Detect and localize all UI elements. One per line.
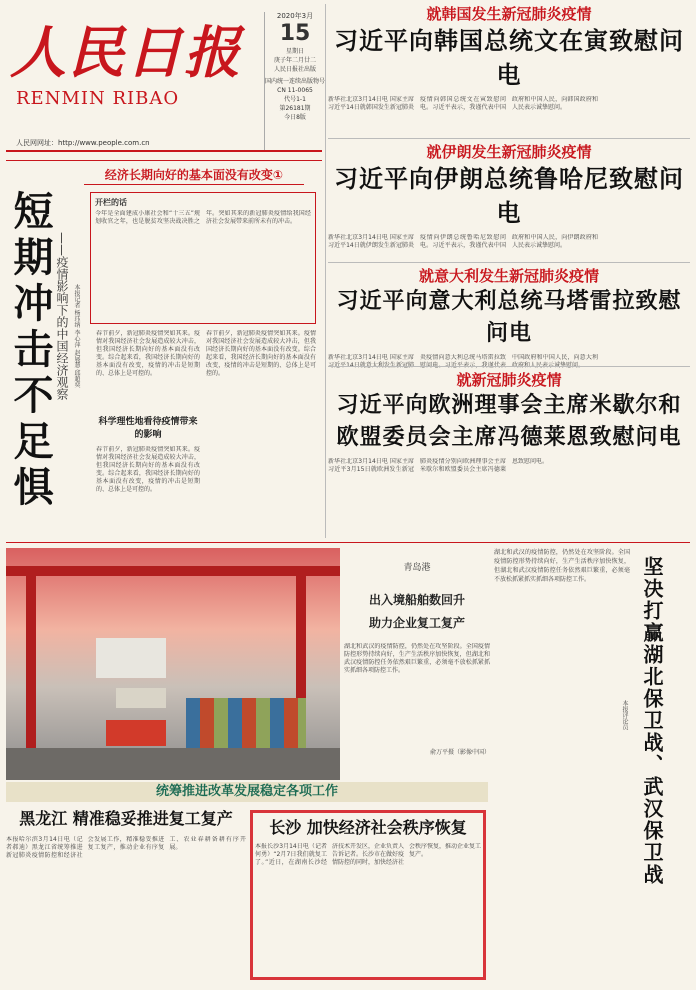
intro-box [90,192,316,324]
photo-place: 青岛港 [403,563,431,573]
divider [328,138,690,139]
issue-info-3: 第26181期 [279,105,311,112]
website[interactable]: 人民网网址：http://www.people.com.cn [16,139,150,147]
story-headline[interactable]: 黑龙江 精准稳妥推进复工复产 [19,809,233,828]
commentary-big-title[interactable]: 短期冲击不足惧 [7,190,53,512]
photo-credit: 俞万平摄（影像中国） [429,749,490,756]
story-kicker: 就意大利发生新冠肺炎疫情 [418,267,599,285]
commentary-body-2: 春节前夕，新冠肺炎疫情突如其来。疫情对我国经济社会发展造成较大冲击，但我国经济长期向好的基本面没有改变。综合起来看，我国经济长期向好的基本面没有改变，疫情的冲击是短期的、总体上是可控的。 [96,446,200,493]
commentary-body-3: 春节前夕，新冠肺炎疫情突如其来。疫情对我国经济社会发展造成较大冲击，但我国经济长期向好的基本面没有改变。综合起来看，我国经济长期向好的基本面没有改变，疫情的冲击是短期的、总体上是可控的。 [206,330,316,377]
dock-ground [6,748,340,780]
container [116,688,166,708]
port-photo [6,548,340,780]
container-stack [186,698,306,748]
photo-title-1[interactable]: 出入境船舶数回升 [368,593,465,607]
story-korea [328,4,690,134]
story-kicker: 就新冠肺炎疫情 [456,371,562,389]
story-headline[interactable]: 习近平向意大利总统马塔雷拉致慰问电 [336,289,682,346]
issue-info-4: 今日8版 [284,114,306,121]
commentary-byline: 本报记者 杨珏纳 李心萍 赵展慧 邱超奕 [73,284,80,388]
masthead-title: 人民日报 [10,20,242,86]
crane-beam [6,566,340,576]
intro-body: 今年是全面建成小康社会和“十三五”规划收官之年，也是脱贫攻坚决战决胜之年。突如其来的新冠肺炎疫情给我国经济社会发展带来前所未有的冲击。 [95,210,311,225]
story-body: 新华社北京3月14日电 国家主席 炎疫情向意大利总统马塔雷拉致 中国政府和中国人民，向意大利 [328,354,598,361]
issue-info-0: 国内统一连续出版物号 [265,78,326,85]
divider [328,366,690,367]
issue-info-1: CN 11-0065 [277,87,313,94]
banner-text[interactable]: 经济长期向好的基本面没有改变① [104,168,284,182]
section-bar [6,782,488,802]
right-byline: 本报评论员 [621,700,628,730]
story-body: 新华社北京3月14日电 国家主席习近平14日就伊朗发生新冠肺炎疫情向伊朗总统鲁哈尼致慰问电。习近平表示，我谨代表中国政府和中国人民，向伊朗政府和人民表示诚挚慰问。 [328,234,598,249]
intro-heading: 开栏的话 [95,198,127,207]
right-body: 湖北和武汉的疫情防控，仍然处在攻坚阶段。全国疫情防控形势持续向好，生产生活秩序加快恢复，但湖北和武汉疫情防控任务依然艰巨繁重，必须毫不放松抓紧抓实抓细各项防控工作。 [494,549,630,583]
story-eu [328,370,690,538]
story-headline[interactable]: 习近平向欧洲理事会主席米歇尔和 [336,393,682,418]
commentary-banner [84,166,304,185]
story-changsha [250,810,486,980]
story-headline[interactable]: 习近平向韩国总统文在寅致慰问电 [334,27,684,89]
date-box [264,12,325,152]
story-headline-line2[interactable]: 欧盟委员会主席冯德莱恩致慰问电 [336,425,682,450]
right-title[interactable]: 坚决打赢湖北保卫战、武汉保卫战 [640,556,664,886]
photo-caption-box [344,560,490,774]
date-day: 15 [279,21,311,46]
photo-title-2[interactable]: 助力企业复工复产 [368,616,465,630]
issue-info-2: 代号1-1 [284,96,306,103]
story-body: 新华社北京3月14日电 国家主席习近平3月15日就欧洲发生新冠肺炎疫情分别向欧洲理事会主席米歇尔和欧盟委员会主席冯德莱恩致慰问电。 [328,458,549,473]
weekday: 星期日 [285,48,304,55]
story-kicker: 就伊朗发生新冠肺炎疫情 [426,143,592,161]
commentary-subhead: 科学理性地看待疫情带来的影响 [98,417,198,440]
story-iran [328,142,690,260]
photo-caption: 湖北和武汉的疫情防控，仍然处在攻坚阶段。全国疫情防控形势持续向好，生产生活秩序加快恢复，但湖北和武汉疫情防控任务依然艰巨繁重，必须毫不放松抓紧抓实抓细各项防控工作。 [344,643,490,674]
divider [6,160,322,161]
section-title[interactable]: 统筹推进改革发展稳定各项工作 [155,784,338,799]
story-italy [328,266,690,366]
lunar-date: 庚子年二月廿二 [273,57,316,64]
masthead [6,4,326,152]
truck [106,720,166,746]
masthead-pinyin: RENMIN RIBAO [16,88,180,109]
publisher: 人民日报社出版 [273,66,316,73]
date-year-month: 2020年3月 [276,12,314,20]
commentary-subtitle: ——疫情影响下的中国经济观察 [55,232,69,400]
story-body: 本报哈尔滨3月14日电（记者郝迪）黑龙江省统筹推进新冠肺炎疫情防控和经济社会发展工作，精准稳妥推进复工复产，推动企业有序复工、农业春耕备耕有序开展。 [6,836,246,859]
container [96,638,166,678]
story-heilongjiang [6,806,246,984]
story-headline[interactable]: 习近平向伊朗总统鲁哈尼致慰问电 [334,165,684,227]
commentary-body: 春节前夕，新冠肺炎疫情突如其来。疫情对我国经济社会发展造成较大冲击，但我国经济长期向好的基本面没有改变。综合起来看，我国经济长期向好的基本面没有改变，疫情的冲击是短期的、总体上是可控的。 [96,330,200,377]
story-body: 本报长沙3月14日电（记者何勇）“2月7日我们就复工了。”近日，在湖南长沙经济技术开发区，企业负责人告诉记者。长沙市在做好疫情防控的同时，加快经济社会秩序恢复，推动企业复工复产。 [255,843,481,866]
story-headline[interactable]: 长沙 加快经济社会秩序恢复 [269,818,467,837]
divider [6,542,690,543]
divider [328,262,690,263]
story-body: 新华社北京3月14日电 国家主席习近平14日就韩国发生新冠肺炎疫情向韩国总统文在寅致慰问电。习近平表示，我谨代表中国政府和中国人民，向韩国政府和人民表示诚挚慰问。 [328,96,598,111]
column-rule [325,4,326,538]
masthead-rule [6,150,322,152]
story-kicker: 就韩国发生新冠肺炎疫情 [426,5,592,23]
